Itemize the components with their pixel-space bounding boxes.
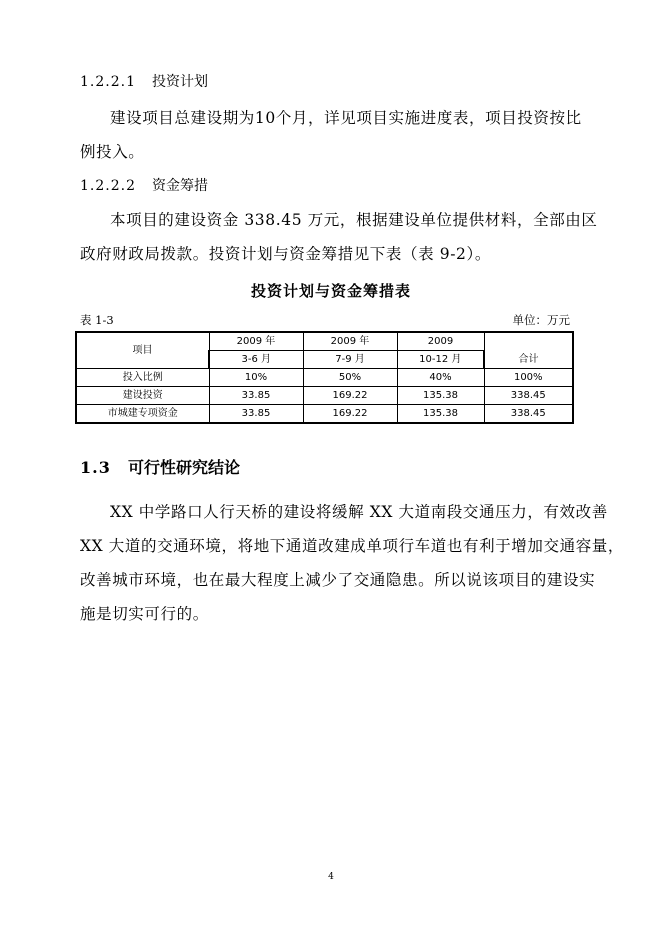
table-cell: 33.85 — [209, 405, 303, 424]
paragraph-line: 例投入。 — [80, 143, 145, 161]
row-label: 建设投资 — [76, 387, 209, 405]
table-cell: 338.45 — [484, 405, 573, 424]
heading-1-2-2-2 — [80, 175, 208, 195]
header-period-months: 10-12 月 — [397, 351, 484, 369]
table-unit: 单位：万元 — [512, 313, 570, 327]
paragraph-line: XX 中学路口人行天桥的建设将缓解 XX 大道南段交通压力，有效改善 — [110, 503, 608, 521]
table-cell: 135.38 — [397, 405, 484, 424]
heading-title: 投资计划 — [152, 74, 208, 90]
table-cell: 338.45 — [484, 387, 573, 405]
heading-1-2-2-1 — [80, 71, 208, 91]
table-row — [76, 387, 573, 405]
table-cell: 100% — [484, 369, 573, 387]
header-period-year: 2009 — [397, 332, 484, 351]
table-cell: 169.22 — [303, 405, 397, 424]
table-header-row — [76, 332, 573, 351]
paragraph-line: 改善城市环境，也在最大程度上减少了交通隐患。所以说该项目的建设实 — [80, 571, 596, 589]
table-label: 表 1-3 — [80, 313, 114, 327]
paragraph-line: 本项目的建设资金 338.45 万元，根据建设单位提供材料，全部由区 — [110, 211, 598, 229]
table-cell: 169.22 — [303, 387, 397, 405]
table-cell: 50% — [303, 369, 397, 387]
table-cell: 135.38 — [397, 387, 484, 405]
heading-title: 资金筹措 — [152, 178, 208, 194]
heading-number: 1.3 — [80, 458, 111, 477]
table-cell: 40% — [397, 369, 484, 387]
heading-number: 1.2.2.1 — [80, 74, 136, 90]
heading-title: 可行性研究结论 — [128, 458, 241, 477]
row-label: 投入比例 — [76, 369, 209, 387]
heading-1-3 — [80, 455, 240, 478]
paragraph-line: 建设项目总建设期为10个月，详见项目实施进度表，项目投资按比 — [110, 109, 582, 127]
paragraph-line: 政府财政局拨款。投资计划与资金筹措见下表（表 9-2）。 — [80, 245, 491, 263]
paragraph-line: XX 大道的交通环境，将地下通道改建成单项行车道也有利于增加交通容量， — [80, 537, 624, 555]
table-row — [76, 405, 573, 424]
header-period-months: 3-6 月 — [209, 351, 303, 369]
table-title: 投资计划与资金筹措表 — [250, 282, 411, 300]
header-period-year: 2009 年 — [209, 332, 303, 351]
header-item: 项目 — [76, 332, 209, 369]
header-period-months: 7-9 月 — [303, 351, 397, 369]
table-row — [76, 369, 573, 387]
heading-number: 1.2.2.2 — [80, 178, 136, 194]
investment-table — [75, 331, 574, 424]
page-number: 4 — [328, 872, 334, 882]
row-label: 市城建专项资金 — [76, 405, 209, 424]
table-cell: 10% — [209, 369, 303, 387]
table-cell: 33.85 — [209, 387, 303, 405]
paragraph-line: 施是切实可行的。 — [80, 605, 209, 623]
header-period-year: 2009 年 — [303, 332, 397, 351]
header-total: 合计 — [484, 332, 573, 369]
